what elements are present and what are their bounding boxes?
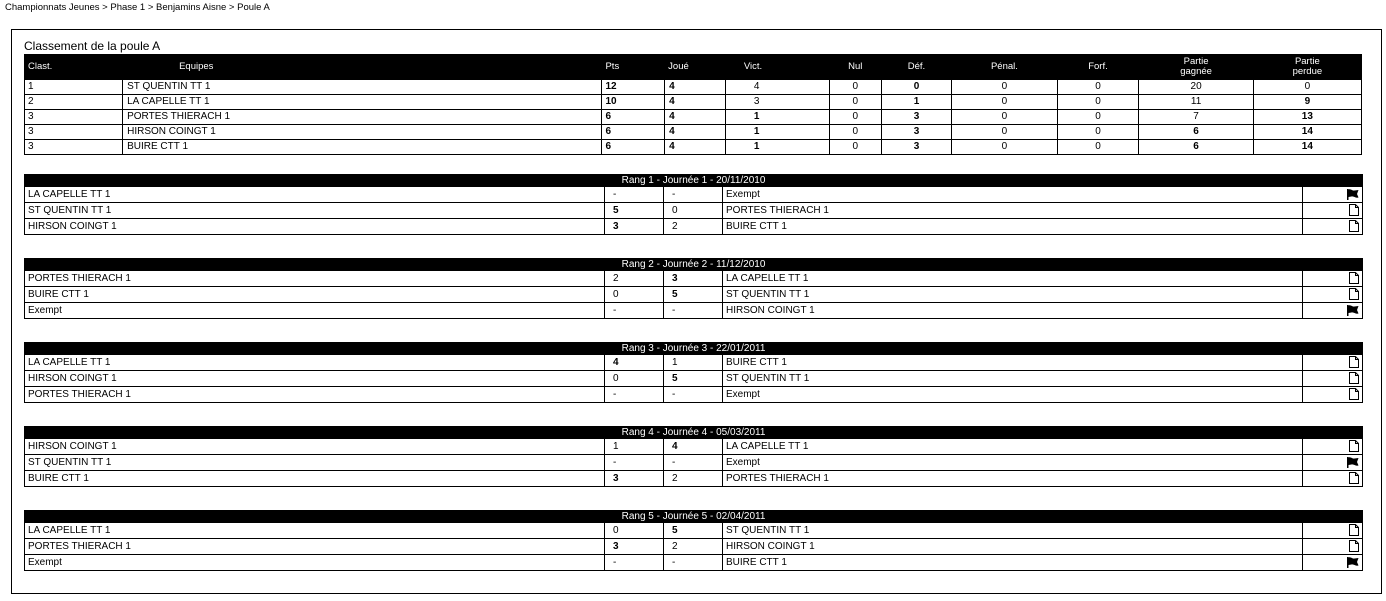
home-team: Exempt bbox=[25, 555, 605, 571]
match-row bbox=[25, 187, 1363, 203]
home-score: - bbox=[605, 187, 664, 203]
standings-cell-partie-gagnee: 11 bbox=[1139, 95, 1253, 110]
match-row bbox=[25, 471, 1363, 487]
home-score: - bbox=[605, 303, 664, 319]
match-sheet-link[interactable] bbox=[1303, 523, 1363, 539]
home-team: HIRSON COINGT 1 bbox=[25, 439, 605, 455]
round-header-row bbox=[25, 511, 1363, 523]
home-team: Exempt bbox=[25, 303, 605, 319]
round-title: Rang 5 - Journée 5 - 02/04/2011 bbox=[25, 511, 1363, 523]
match-sheet-link[interactable] bbox=[1303, 287, 1363, 303]
home-score: - bbox=[605, 555, 664, 571]
home-team: ST QUENTIN TT 1 bbox=[25, 203, 605, 219]
standings-cell-penal: 0 bbox=[952, 110, 1057, 125]
document-icon bbox=[1349, 357, 1359, 368]
page-title: Classement de la poule A bbox=[24, 39, 161, 53]
match-row bbox=[25, 303, 1363, 319]
home-team: LA CAPELLE TT 1 bbox=[25, 523, 605, 539]
round-title: Rang 4 - Journée 4 - 05/03/2011 bbox=[25, 427, 1363, 439]
document-icon bbox=[1349, 389, 1359, 400]
match-sheet-link[interactable] bbox=[1303, 555, 1363, 571]
standings-cell-equipe: ST QUENTIN TT 1 bbox=[123, 80, 602, 95]
standings-cell-clast: 1 bbox=[25, 80, 123, 95]
round-table bbox=[24, 510, 1363, 571]
standings-cell-vict: 1 bbox=[725, 125, 829, 140]
home-team: BUIRE CTT 1 bbox=[25, 471, 605, 487]
standings-cell-partie-perdue: 13 bbox=[1253, 110, 1361, 125]
standings-cell-joue: 4 bbox=[665, 80, 726, 95]
home-team: BUIRE CTT 1 bbox=[25, 287, 605, 303]
col-header-def: Déf. bbox=[881, 55, 952, 80]
match-sheet-link[interactable] bbox=[1303, 539, 1363, 555]
home-score: - bbox=[605, 387, 664, 403]
match-sheet-link[interactable] bbox=[1303, 439, 1363, 455]
document-icon bbox=[1349, 373, 1359, 384]
away-score: - bbox=[664, 387, 723, 403]
standings-cell-forf: 0 bbox=[1057, 80, 1139, 95]
col-header-nul: Nul bbox=[830, 55, 882, 80]
home-score: 4 bbox=[605, 355, 664, 371]
home-score: 0 bbox=[605, 523, 664, 539]
standings-cell-nul: 0 bbox=[830, 80, 882, 95]
away-team: ST QUENTIN TT 1 bbox=[723, 371, 1303, 387]
match-sheet-link[interactable] bbox=[1303, 355, 1363, 371]
col-header-partie-perdue-line2: perdue bbox=[1292, 66, 1323, 77]
away-score: 1 bbox=[664, 355, 723, 371]
match-row bbox=[25, 287, 1363, 303]
away-team: LA CAPELLE TT 1 bbox=[723, 439, 1303, 455]
standings-cell-partie-perdue: 14 bbox=[1253, 140, 1361, 155]
match-row bbox=[25, 203, 1363, 219]
standings-cell-pts: 6 bbox=[602, 125, 665, 140]
col-header-joue: Joué bbox=[665, 55, 726, 80]
standings-cell-partie-perdue: 0 bbox=[1253, 80, 1361, 95]
standings-row bbox=[25, 80, 1362, 95]
col-header-clast: Clast. bbox=[25, 55, 123, 80]
home-score: 1 bbox=[605, 439, 664, 455]
standings-cell-clast: 3 bbox=[25, 140, 123, 155]
standings-cell-vict: 4 bbox=[725, 80, 829, 95]
round-header-row bbox=[25, 343, 1363, 355]
document-icon bbox=[1349, 473, 1359, 484]
round-table bbox=[24, 342, 1363, 403]
standings-cell-nul: 0 bbox=[830, 110, 882, 125]
col-header-partie-perdue bbox=[1253, 55, 1361, 80]
away-team: Exempt bbox=[723, 187, 1303, 203]
col-header-equipes: Equipes bbox=[123, 55, 602, 80]
home-team: LA CAPELLE TT 1 bbox=[25, 355, 605, 371]
standings-cell-partie-gagnee: 7 bbox=[1139, 110, 1253, 125]
round-title: Rang 3 - Journée 3 - 22/01/2011 bbox=[25, 343, 1363, 355]
standings-row bbox=[25, 125, 1362, 140]
away-score: 2 bbox=[664, 539, 723, 555]
away-team: HIRSON COINGT 1 bbox=[723, 539, 1303, 555]
standings-cell-vict: 3 bbox=[725, 95, 829, 110]
match-row bbox=[25, 455, 1363, 471]
home-team: LA CAPELLE TT 1 bbox=[25, 187, 605, 203]
standings-row bbox=[25, 140, 1362, 155]
standings-cell-vict: 1 bbox=[725, 140, 829, 155]
match-sheet-link[interactable] bbox=[1303, 471, 1363, 487]
match-sheet-link[interactable] bbox=[1303, 455, 1363, 471]
away-score: - bbox=[664, 455, 723, 471]
document-icon bbox=[1349, 221, 1359, 232]
standings-cell-joue: 4 bbox=[665, 140, 726, 155]
match-sheet-link[interactable] bbox=[1303, 203, 1363, 219]
home-team: PORTES THIERACH 1 bbox=[25, 271, 605, 287]
home-score: 5 bbox=[605, 203, 664, 219]
col-header-penal: Pénal. bbox=[952, 55, 1057, 80]
standings-cell-def: 0 bbox=[881, 80, 952, 95]
away-team: LA CAPELLE TT 1 bbox=[723, 271, 1303, 287]
standings-row bbox=[25, 95, 1362, 110]
standings-cell-def: 1 bbox=[881, 95, 952, 110]
standings-cell-clast: 2 bbox=[25, 95, 123, 110]
home-score: 3 bbox=[605, 471, 664, 487]
away-score: - bbox=[664, 187, 723, 203]
away-score: 5 bbox=[664, 523, 723, 539]
flag-icon bbox=[1347, 189, 1359, 200]
away-team: ST QUENTIN TT 1 bbox=[723, 287, 1303, 303]
standings-cell-penal: 0 bbox=[952, 80, 1057, 95]
away-team: ST QUENTIN TT 1 bbox=[723, 523, 1303, 539]
away-team: BUIRE CTT 1 bbox=[723, 355, 1303, 371]
standings-cell-equipe: PORTES THIERACH 1 bbox=[123, 110, 602, 125]
standings-cell-joue: 4 bbox=[665, 95, 726, 110]
col-header-pts: Pts bbox=[602, 55, 665, 80]
standings-cell-partie-perdue: 9 bbox=[1253, 95, 1361, 110]
standings-cell-equipe: BUIRE CTT 1 bbox=[123, 140, 602, 155]
standings-cell-clast: 3 bbox=[25, 110, 123, 125]
home-team: PORTES THIERACH 1 bbox=[25, 387, 605, 403]
document-icon bbox=[1349, 541, 1359, 552]
away-team: BUIRE CTT 1 bbox=[723, 555, 1303, 571]
home-score: 3 bbox=[605, 219, 664, 235]
flag-icon bbox=[1347, 557, 1359, 568]
away-score: 4 bbox=[664, 439, 723, 455]
home-score: 0 bbox=[605, 287, 664, 303]
match-row bbox=[25, 539, 1363, 555]
round-title: Rang 2 - Journée 2 - 11/12/2010 bbox=[25, 259, 1363, 271]
away-score: - bbox=[664, 555, 723, 571]
away-score: 5 bbox=[664, 371, 723, 387]
round-title: Rang 1 - Journée 1 - 20/11/2010 bbox=[25, 175, 1363, 187]
home-score: 2 bbox=[605, 271, 664, 287]
standings-cell-pts: 6 bbox=[602, 140, 665, 155]
standings-cell-def: 3 bbox=[881, 110, 952, 125]
match-row bbox=[25, 371, 1363, 387]
standings-table bbox=[24, 54, 1362, 155]
match-sheet-link[interactable] bbox=[1303, 371, 1363, 387]
match-row bbox=[25, 387, 1363, 403]
standings-cell-nul: 0 bbox=[830, 140, 882, 155]
away-score: 3 bbox=[664, 271, 723, 287]
standings-cell-vict: 1 bbox=[725, 110, 829, 125]
away-score: - bbox=[664, 303, 723, 319]
round-header-row bbox=[25, 175, 1363, 187]
match-sheet-link[interactable] bbox=[1303, 219, 1363, 235]
match-row bbox=[25, 355, 1363, 371]
col-header-partie-perdue-line1: Partie bbox=[1294, 56, 1320, 67]
standings-cell-partie-gagnee: 6 bbox=[1139, 140, 1253, 155]
match-row bbox=[25, 523, 1363, 539]
match-row bbox=[25, 219, 1363, 235]
document-icon bbox=[1349, 205, 1359, 216]
away-score: 2 bbox=[664, 471, 723, 487]
match-sheet-link[interactable] bbox=[1303, 187, 1363, 203]
standings-cell-nul: 0 bbox=[830, 95, 882, 110]
standings-cell-partie-gagnee: 6 bbox=[1139, 125, 1253, 140]
standings-cell-joue: 4 bbox=[665, 125, 726, 140]
flag-icon bbox=[1347, 457, 1359, 468]
away-team: BUIRE CTT 1 bbox=[723, 219, 1303, 235]
standings-cell-clast: 3 bbox=[25, 125, 123, 140]
match-sheet-link[interactable] bbox=[1303, 303, 1363, 319]
col-header-vict: Vict. bbox=[725, 55, 829, 80]
standings-cell-forf: 0 bbox=[1057, 140, 1139, 155]
standings-cell-pts: 6 bbox=[602, 110, 665, 125]
standings-cell-penal: 0 bbox=[952, 140, 1057, 155]
round-table bbox=[24, 174, 1363, 235]
away-team: HIRSON COINGT 1 bbox=[723, 303, 1303, 319]
home-score: 0 bbox=[605, 371, 664, 387]
standings-cell-penal: 0 bbox=[952, 95, 1057, 110]
standings-cell-joue: 4 bbox=[665, 110, 726, 125]
away-score: 2 bbox=[664, 219, 723, 235]
standings-cell-forf: 0 bbox=[1057, 110, 1139, 125]
away-score: 5 bbox=[664, 287, 723, 303]
standings-cell-partie-perdue: 14 bbox=[1253, 125, 1361, 140]
standings-header-row bbox=[25, 55, 1362, 80]
standings-cell-equipe: LA CAPELLE TT 1 bbox=[123, 95, 602, 110]
standings-cell-forf: 0 bbox=[1057, 95, 1139, 110]
col-header-partie-gagnee bbox=[1139, 55, 1253, 80]
round-table bbox=[24, 258, 1363, 319]
flag-icon bbox=[1347, 305, 1359, 316]
home-team: PORTES THIERACH 1 bbox=[25, 539, 605, 555]
away-team: Exempt bbox=[723, 387, 1303, 403]
standings-cell-pts: 10 bbox=[602, 95, 665, 110]
breadcrumb[interactable]: Championnats Jeunes > Phase 1 > Benjamins Aisne > Poule A bbox=[5, 2, 270, 13]
document-icon bbox=[1349, 289, 1359, 300]
away-team: PORTES THIERACH 1 bbox=[723, 203, 1303, 219]
match-row bbox=[25, 271, 1363, 287]
standings-cell-partie-gagnee: 20 bbox=[1139, 80, 1253, 95]
round-header-row bbox=[25, 427, 1363, 439]
col-header-partie-gagnee-line1: Partie bbox=[1183, 56, 1209, 67]
away-team: Exempt bbox=[723, 455, 1303, 471]
standings-cell-pts: 12 bbox=[602, 80, 665, 95]
round-table bbox=[24, 426, 1363, 487]
home-team: ST QUENTIN TT 1 bbox=[25, 455, 605, 471]
document-icon bbox=[1349, 441, 1359, 452]
standings-cell-nul: 0 bbox=[830, 125, 882, 140]
match-sheet-link[interactable] bbox=[1303, 387, 1363, 403]
col-header-partie-gagnee-line2: gagnée bbox=[1180, 66, 1212, 77]
standings-cell-def: 3 bbox=[881, 125, 952, 140]
document-icon bbox=[1349, 273, 1359, 284]
standings-cell-forf: 0 bbox=[1057, 125, 1139, 140]
document-icon bbox=[1349, 525, 1359, 536]
standings-cell-penal: 0 bbox=[952, 125, 1057, 140]
home-score: 3 bbox=[605, 539, 664, 555]
match-row bbox=[25, 555, 1363, 571]
away-score: 0 bbox=[664, 203, 723, 219]
round-header-row bbox=[25, 259, 1363, 271]
standings-row bbox=[25, 110, 1362, 125]
col-header-forf: Forf. bbox=[1057, 55, 1139, 80]
home-score: - bbox=[605, 455, 664, 471]
match-sheet-link[interactable] bbox=[1303, 271, 1363, 287]
standings-cell-equipe: HIRSON COINGT 1 bbox=[123, 125, 602, 140]
away-team: PORTES THIERACH 1 bbox=[723, 471, 1303, 487]
match-row bbox=[25, 439, 1363, 455]
home-team: HIRSON COINGT 1 bbox=[25, 371, 605, 387]
standings-cell-def: 3 bbox=[881, 140, 952, 155]
home-team: HIRSON COINGT 1 bbox=[25, 219, 605, 235]
